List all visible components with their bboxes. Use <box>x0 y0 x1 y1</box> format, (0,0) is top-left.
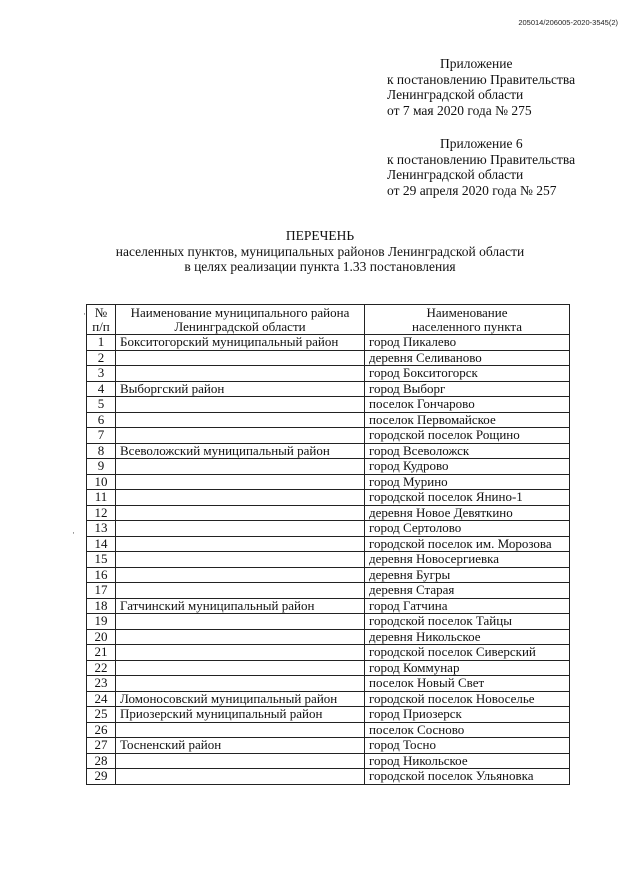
row-number: 11 <box>87 490 116 506</box>
row-district <box>116 412 365 428</box>
heading-title: ПЕРЕЧЕНЬ <box>285 228 355 243</box>
row-number: 22 <box>87 660 116 676</box>
row-district <box>116 428 365 444</box>
appendix-2-line: Ленинградской области <box>387 167 524 182</box>
table-row <box>87 645 570 661</box>
row-number: 18 <box>87 598 116 614</box>
row-district: Приозерский муниципальный район <box>116 707 365 723</box>
row-locality: городской поселок им. Морозова <box>365 536 570 552</box>
scan-mark: · <box>83 309 86 319</box>
row-number: 6 <box>87 412 116 428</box>
row-district <box>116 645 365 661</box>
row-locality: поселок Новый Свет <box>365 676 570 692</box>
row-district <box>116 459 365 475</box>
row-number: 29 <box>87 769 116 785</box>
row-locality: город Гатчина <box>365 598 570 614</box>
table-header-row <box>87 305 570 335</box>
row-locality: деревня Бугры <box>365 567 570 583</box>
row-district <box>116 521 365 537</box>
table-row <box>87 769 570 785</box>
table-row <box>87 660 570 676</box>
table-row <box>87 397 570 413</box>
row-number: 26 <box>87 722 116 738</box>
table-row <box>87 583 570 599</box>
row-district <box>116 614 365 630</box>
table-row <box>87 335 570 351</box>
row-district <box>116 676 365 692</box>
header-district <box>116 305 365 335</box>
row-locality: городской поселок Рощино <box>365 428 570 444</box>
appendix-1-line: Ленинградской области <box>387 87 524 102</box>
row-district: Всеволожский муниципальный район <box>116 443 365 459</box>
header-locality <box>365 305 570 335</box>
row-district <box>116 397 365 413</box>
table-row <box>87 707 570 723</box>
row-district <box>116 474 365 490</box>
list-heading <box>0 228 640 275</box>
row-locality: городской поселок Янино-1 <box>365 490 570 506</box>
row-district <box>116 629 365 645</box>
table-row <box>87 505 570 521</box>
table-row <box>87 381 570 397</box>
table-row <box>87 536 570 552</box>
row-locality: город Тосно <box>365 738 570 754</box>
row-locality: деревня Старая <box>365 583 570 599</box>
header-district-line: Ленинградской области <box>174 318 306 334</box>
localities-table <box>86 304 570 785</box>
table-row <box>87 691 570 707</box>
appendix-2-title: Приложение 6 <box>440 136 523 151</box>
row-locality: город Приозерск <box>365 707 570 723</box>
row-number: 24 <box>87 691 116 707</box>
table-row <box>87 443 570 459</box>
table-row <box>87 552 570 568</box>
row-locality: городской поселок Новоселье <box>365 691 570 707</box>
row-number: 1 <box>87 335 116 351</box>
row-number: 20 <box>87 629 116 645</box>
row-locality: город Пикалево <box>365 335 570 351</box>
row-district <box>116 536 365 552</box>
row-locality: поселок Сосново <box>365 722 570 738</box>
table-row <box>87 567 570 583</box>
row-locality: поселок Гончарово <box>365 397 570 413</box>
row-number: 16 <box>87 567 116 583</box>
table-row <box>87 738 570 754</box>
row-locality: город Мурино <box>365 474 570 490</box>
table-row <box>87 412 570 428</box>
row-number: 25 <box>87 707 116 723</box>
row-district <box>116 366 365 382</box>
row-number: 10 <box>87 474 116 490</box>
row-number: 5 <box>87 397 116 413</box>
heading-line: в целях реализации пункта 1.33 постановления <box>184 259 456 274</box>
table-row <box>87 753 570 769</box>
row-locality: деревня Новое Девяткино <box>365 505 570 521</box>
row-number: 13 <box>87 521 116 537</box>
table-row <box>87 428 570 444</box>
row-district: Тосненский район <box>116 738 365 754</box>
header-locality-line: населенного пункта <box>411 318 523 334</box>
row-number: 12 <box>87 505 116 521</box>
table-row <box>87 722 570 738</box>
header-district-line: Наименование муниципального района <box>130 304 350 320</box>
row-locality: городской поселок Сиверский <box>365 645 570 661</box>
row-number: 17 <box>87 583 116 599</box>
row-locality: городской поселок Ульяновка <box>365 769 570 785</box>
row-number: 15 <box>87 552 116 568</box>
row-district <box>116 567 365 583</box>
table-row <box>87 676 570 692</box>
scan-mark: · <box>72 528 75 538</box>
document-id: 205014/206005-2020-3545(2) <box>518 18 618 27</box>
row-number: 9 <box>87 459 116 475</box>
table-row <box>87 629 570 645</box>
row-district <box>116 505 365 521</box>
row-number: 14 <box>87 536 116 552</box>
appendix-1-line: к постановлению Правительства <box>387 71 576 87</box>
row-district <box>116 722 365 738</box>
row-number: 28 <box>87 753 116 769</box>
row-locality: город Сертолово <box>365 521 570 537</box>
row-district <box>116 350 365 366</box>
table-row <box>87 459 570 475</box>
heading-line: населенных пунктов, муниципальных районов Ленинградской области <box>115 243 525 259</box>
row-district <box>116 753 365 769</box>
header-num-line: п/п <box>92 318 110 334</box>
row-locality: город Коммунар <box>365 660 570 676</box>
row-number: 19 <box>87 614 116 630</box>
row-district: Ломоносовский муниципальный район <box>116 691 365 707</box>
row-locality: город Выборг <box>365 381 570 397</box>
row-locality: деревня Селиваново <box>365 350 570 366</box>
row-district <box>116 583 365 599</box>
appendix-1-block <box>0 56 640 118</box>
appendix-1-line: от 7 мая 2020 года № 275 <box>387 102 532 118</box>
table-row <box>87 366 570 382</box>
row-district: Бокситогорский муниципальный район <box>116 335 365 351</box>
table-row <box>87 614 570 630</box>
row-locality: город Всеволожск <box>365 443 570 459</box>
row-district: Гатчинский муниципальный район <box>116 598 365 614</box>
row-number: 8 <box>87 443 116 459</box>
row-locality: поселок Первомайское <box>365 412 570 428</box>
row-district <box>116 552 365 568</box>
row-number: 2 <box>87 350 116 366</box>
header-num-line: № <box>94 304 108 320</box>
row-locality: деревня Никольское <box>365 629 570 645</box>
row-number: 27 <box>87 738 116 754</box>
row-number: 21 <box>87 645 116 661</box>
table-row <box>87 521 570 537</box>
appendix-2-block <box>0 136 640 198</box>
appendix-2-line: от 29 апреля 2020 года № 257 <box>387 182 557 198</box>
table-row <box>87 598 570 614</box>
row-locality: деревня Новосергиевка <box>365 552 570 568</box>
row-district <box>116 769 365 785</box>
row-district <box>116 660 365 676</box>
table-row <box>87 350 570 366</box>
header-num <box>87 305 116 335</box>
header-locality-line: Наименование <box>426 304 508 320</box>
row-locality: городской поселок Тайцы <box>365 614 570 630</box>
row-number: 7 <box>87 428 116 444</box>
table-row <box>87 474 570 490</box>
row-locality: город Кудрово <box>365 459 570 475</box>
table-row <box>87 490 570 506</box>
row-number: 3 <box>87 366 116 382</box>
row-locality: город Никольское <box>365 753 570 769</box>
appendix-2-line: к постановлению Правительства <box>387 151 576 167</box>
appendix-1-title: Приложение <box>440 56 513 71</box>
row-number: 23 <box>87 676 116 692</box>
row-number: 4 <box>87 381 116 397</box>
row-locality: город Бокситогорск <box>365 366 570 382</box>
row-district <box>116 490 365 506</box>
row-district: Выборгский район <box>116 381 365 397</box>
